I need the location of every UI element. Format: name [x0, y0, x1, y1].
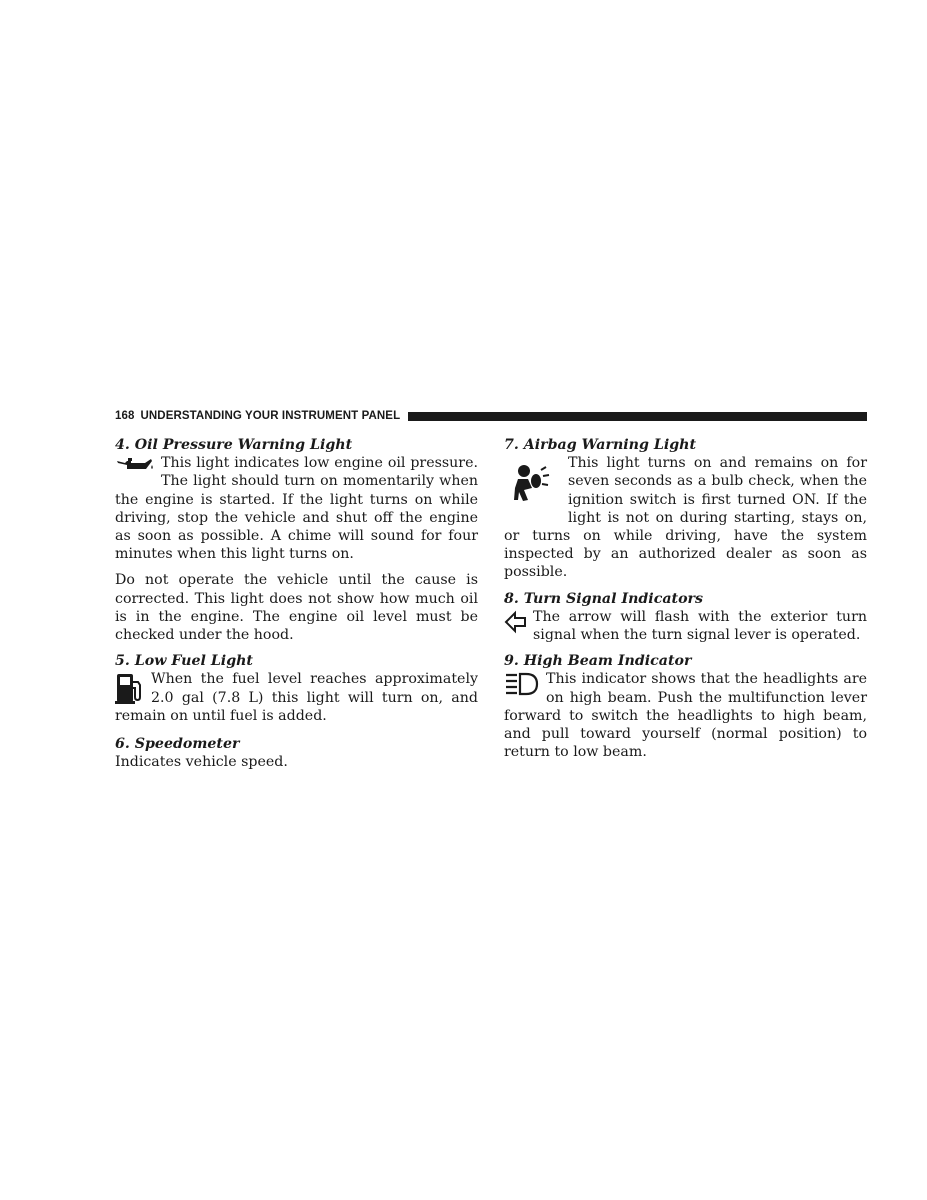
header-rule: [408, 412, 867, 421]
page-header: [115, 408, 867, 424]
section-body: When the fuel level reaches approximately 2.0 gal (7.8 L) this light will turn on, and remain on until fuel is added.: [115, 671, 478, 724]
section-title: 6. Speedometer: [115, 736, 240, 753]
section-body: This indicator shows that the headlights are on high beam. Push the multifunction lever forward to switch the headlights to high beam, and pull toward yourself (normal position) to return to low beam.: [504, 671, 867, 761]
section-high-beam: [504, 652, 867, 761]
section-body: The arrow will flash with the exterior turn signal when the turn signal lever is operated.: [533, 608, 867, 644]
section-oil-pressure: [115, 436, 478, 644]
section-title: 9. High Beam Indicator: [504, 653, 692, 670]
section-title: 7. Airbag Warning Light: [504, 437, 696, 453]
left-column: [115, 436, 478, 779]
section-airbag: [504, 436, 867, 582]
section-title: 4. Oil Pressure Warning Light: [115, 437, 353, 453]
section-body: This light indicates low engine oil pressure. The light should turn on momentarily when the engine is started. If the light turns on while driving, stop the vehicle and shut off the engine as soon as possible. A chime will sound for four minutes when this light turns on.: [115, 455, 478, 563]
section-body-2: Do not operate the vehicle until the cause is corrected. This light does not show how much oil is in the engine. The engine oil level must be checked under the hood.: [115, 572, 478, 644]
section-title: 5. Low Fuel Light: [115, 653, 253, 670]
section-speedometer: [115, 733, 478, 771]
fuel-pump-icon: [115, 672, 145, 706]
section-low-fuel: [115, 652, 478, 725]
section-turn-signal: [504, 590, 867, 645]
high-beam-icon: [504, 672, 540, 696]
chapter-title: UNDERSTANDING YOUR INSTRUMENT PANEL: [140, 410, 401, 422]
oil-can-icon: [115, 455, 155, 475]
section-body: This light turns on and remains on for seven seconds as a bulb check, when the ignition switch is first turned ON. If the light is not on during starting, stays on, or turns on while driving, have the system inspected by an authorized dealer as soon as possible.: [504, 455, 867, 581]
airbag-icon: [504, 454, 560, 516]
section-title: 8. Turn Signal Indicators: [504, 590, 704, 607]
right-column: [504, 436, 867, 769]
page-number: 168: [115, 410, 135, 422]
turn-arrow-icon: [504, 610, 528, 634]
section-body: Indicates vehicle speed.: [115, 754, 288, 771]
